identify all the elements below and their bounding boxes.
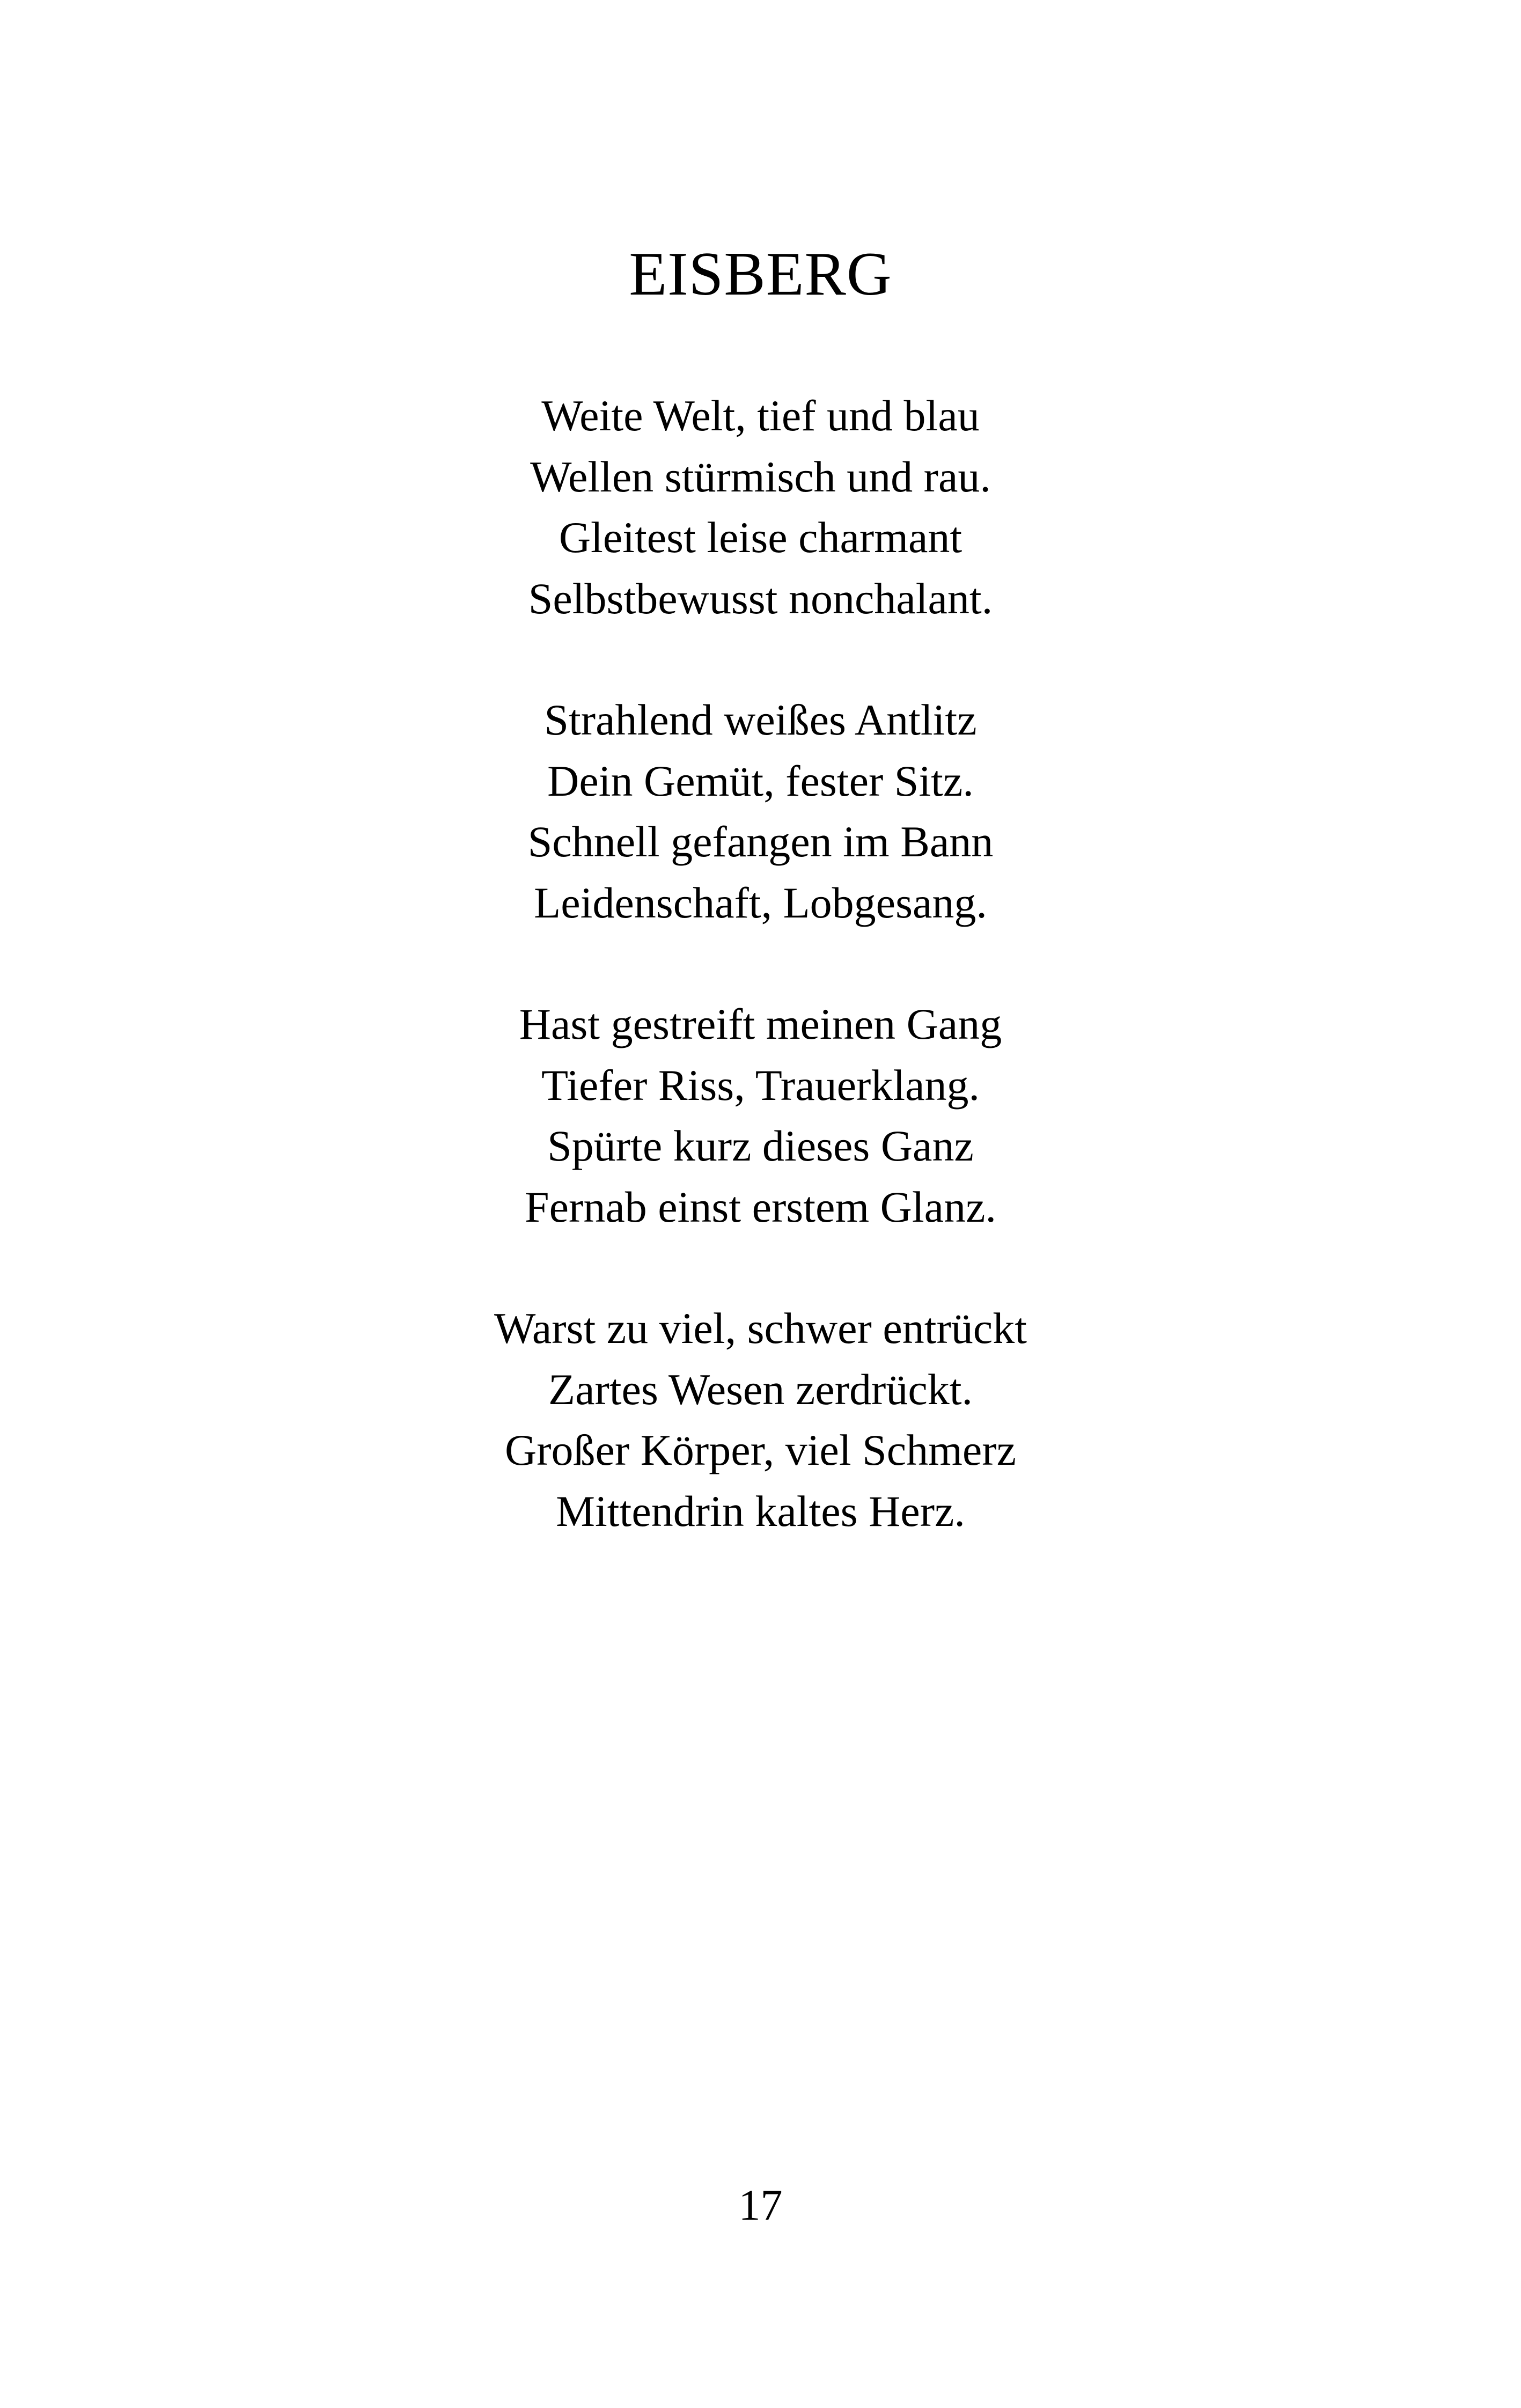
poem-line: Leidenschaft, Lobgesang. — [534, 878, 987, 927]
poem-line: Gleitest leise charmant — [559, 513, 962, 562]
poem-body — [0, 385, 1521, 1602]
poem-line: Wellen stürmisch und rau. — [530, 452, 991, 501]
poem-line: Zartes Wesen zerdrückt. — [548, 1364, 973, 1414]
stanza-4 — [0, 1298, 1521, 1541]
poem-line: Hast gestreift meinen Gang — [519, 1000, 1002, 1048]
poem-line: Dein Gemüt, fester Sitz. — [547, 756, 974, 805]
stanza-1 — [0, 385, 1521, 629]
poem-title: EISBERG — [629, 240, 892, 309]
poem-line: Weite Welt, tief und blau — [541, 391, 980, 440]
poem-line: Mittendrin kaltes Herz. — [556, 1486, 965, 1536]
poem-line: Spürte kurz dieses Ganz — [547, 1121, 974, 1170]
poem-line: Schnell gefangen im Bann — [527, 817, 994, 866]
poem-line: Strahlend weißes Antlitz — [544, 695, 977, 744]
poem-line: Tiefer Riss, Trauerklang. — [541, 1060, 980, 1110]
stanza-3 — [0, 994, 1521, 1237]
poem-line: Warst zu viel, schwer entrückt — [494, 1304, 1027, 1353]
poem-line: Großer Körper, viel Schmerz — [504, 1426, 1016, 1474]
stanza-2 — [0, 689, 1521, 933]
page-number: 17 — [738, 2181, 783, 2229]
poem-line: Selbstbewusst nonchalant. — [528, 574, 993, 623]
poem-line: Fernab einst erstem Glanz. — [525, 1182, 996, 1231]
